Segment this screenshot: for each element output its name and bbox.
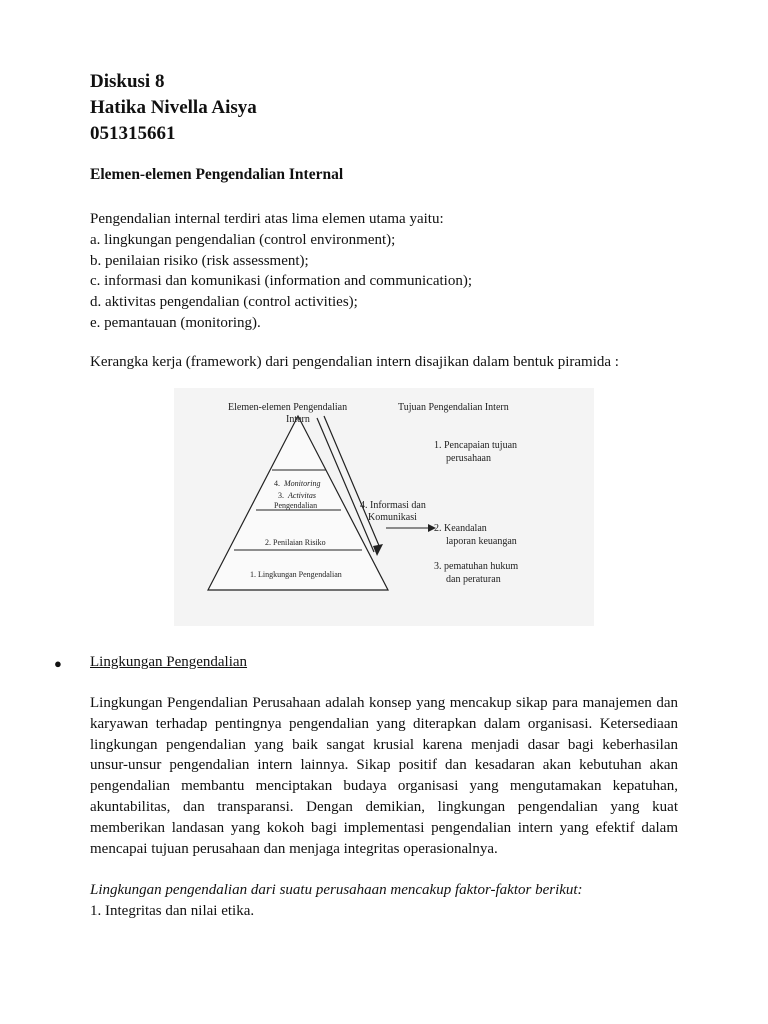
layer-label: 3.	[278, 491, 284, 500]
arrow-label: Komunikasi	[368, 512, 417, 523]
body-line: akuntabilitas, dan transparansi. Dengan demikian, lingkungan pengendalian yang kuat	[90, 798, 678, 815]
goal-label: 3. pematuhan hukum	[434, 561, 519, 572]
goal-label: perusahaan	[446, 453, 491, 464]
layer-label: 4.	[274, 479, 280, 488]
student-id: 051315661	[90, 123, 176, 144]
bullet-heading: Lingkungan Pengendalian	[90, 654, 248, 670]
intro-text: Pengendalian internal terdiri atas lima elemen utama yaitu:	[90, 211, 444, 227]
body-paragraph	[90, 693, 678, 859]
layer-label: 2. Penilaian Risiko	[265, 538, 326, 547]
framework-text: Kerangka kerja (framework) dari pengendalian intern disajikan dalam bentuk piramida :	[90, 354, 619, 370]
layer-label: Monitoring	[284, 479, 321, 488]
list-item: b. penilaian risiko (risk assessment);	[90, 252, 309, 269]
layer-label: 1. Lingkungan Pengendalian	[250, 570, 342, 579]
goal-label: laporan keuangan	[446, 536, 517, 547]
section-title: Elemen-elemen Pengendalian Internal	[90, 166, 344, 183]
list-item: a. lingkungan pengendalian (control environment);	[90, 231, 396, 248]
list-item: d. aktivitas pengendalian (control activities);	[90, 294, 358, 311]
goal-label: dan peraturan	[446, 574, 501, 585]
layer-label: Activitas	[288, 491, 316, 500]
right-title: Tujuan Pengendalian Intern	[398, 402, 509, 413]
left-title-2: Intern	[286, 414, 310, 425]
body-line: memberikan landasan yang kokoh bagi implementasi pengendalian intern yang efektif dalam	[90, 819, 678, 836]
goal-label: 1. Pencapaian tujuan	[434, 440, 518, 451]
bullet-dot: ●	[54, 656, 62, 671]
body-line: mencapai tujuan perusahaan dan menjaga integritas operasionalnya.	[90, 840, 498, 857]
body-line: lingkungan pengendalian yang baik sangat krusial karena menjadi dasar bagi keberhasilan	[90, 736, 678, 753]
italic-subheading: Lingkungan pengendalian dari suatu perusahaan mencakup faktor-faktor berikut:	[90, 882, 583, 898]
discussion-title: Diskusi 8	[90, 71, 165, 92]
body-line: pengendalian membantu menciptakan budaya organisasi yang mengutamakan kepatuhan,	[90, 778, 678, 795]
factor-item: 1. Integritas dan nilai etika.	[90, 903, 255, 919]
layer-label: Pengendalian	[274, 501, 318, 510]
body-line: Lingkungan Pengendalian Perusahaan adalah konsep yang mencakup sikap para manajemen dan	[90, 695, 678, 711]
goal-label: 2. Keandalan	[434, 523, 487, 534]
arrow-label: 4. Informasi dan	[360, 500, 426, 511]
body-line: karyawan terhadap pentingnya pengendalian yang diterapkan dalam organisasi. Ketersediaan	[90, 715, 678, 732]
pyramid-diagram	[174, 388, 594, 626]
list-item: e. pemantauan (monitoring).	[90, 314, 261, 331]
pyramid-figure	[174, 388, 594, 626]
left-title: Elemen-elemen Pengendalian	[228, 402, 348, 413]
author-name: Hatika Nivella Aisya	[90, 97, 257, 118]
elements-list	[90, 209, 472, 334]
list-item: c. informasi dan komunikasi (information and communication);	[90, 273, 472, 290]
body-line: unsur-unsur pengendalian intern lainnya. Sikap positif dan kesadaran akan kebutuhan akan	[90, 757, 678, 774]
arrow-head	[373, 544, 383, 556]
